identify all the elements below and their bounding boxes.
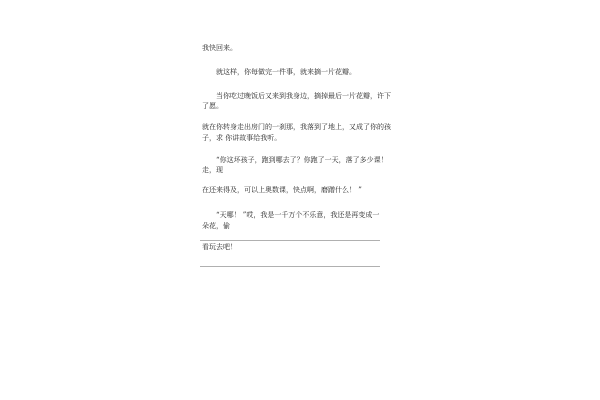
paragraph-line: 在还来得及，可以上奥数课，快点啊，磨蹭什么！ ” (202, 186, 362, 194)
paragraph-line: 就这样，你每做完一件事，就来摘一片花瓣。 (216, 68, 356, 76)
paragraph-line: 走，现 (202, 166, 223, 174)
paragraph-line: 子，求 你讲故事给我听。 (202, 134, 282, 142)
paragraph-line: 就在你转身走出房门的一刹那，我落到了地上，又成了你的孩 (202, 123, 391, 131)
horizontal-rule (200, 266, 380, 267)
paragraph-line: 看玩去吧！ (202, 243, 237, 251)
paragraph-line: 我快回来。 (202, 44, 237, 52)
paragraph-line: 当你吃过晚饭后又来到我身边，摘掉最后一片花瓣，许下 (216, 92, 391, 100)
horizontal-rule (200, 240, 380, 241)
paragraph-line: “你这坏孩子，跑到哪去了？你跑了一天，落了多少课！ (216, 156, 388, 164)
paragraph-line: “天哪！ ”哎，我是一千万个不乐意，我还是再变成一 (216, 211, 380, 219)
paragraph-line: 朵花，偷 (202, 222, 230, 230)
paragraph-line: 了愿。 (202, 102, 223, 110)
